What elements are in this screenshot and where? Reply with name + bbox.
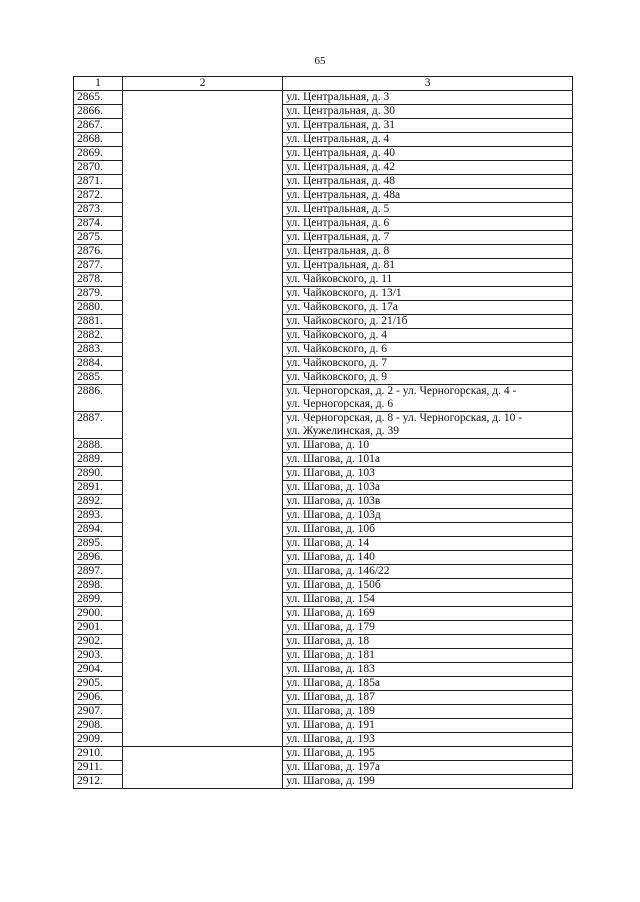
row-number: 2907. [74,705,123,719]
header-col-1: 1 [74,77,123,91]
address-cell [283,635,573,649]
address-cell [283,105,573,119]
row-number: 2879. [74,287,123,301]
row-number: 2873. [74,203,123,217]
address-line: ул. Чайковского, д. 6 [286,343,387,355]
address-line: ул. Шагова, д. 187 [286,691,375,703]
address-line: ул. Центральная, д. 8 [286,245,390,257]
address-cell [283,761,573,775]
row-number: 2911. [74,761,123,775]
address-line: ул. Шагова, д. 154 [286,593,375,605]
row-number: 2895. [74,537,123,551]
address-line: ул. Центральная, д. 31 [286,119,396,131]
address-line: ул. Чайковского, д. 21/1б [286,315,408,327]
address-cell [283,203,573,217]
address-line: ул. Чайковского, д. 7 [286,357,387,369]
address-line: ул. Черногорская, д. 6 [286,398,394,410]
row-number: 2878. [74,273,123,287]
address-cell [283,412,573,439]
address-line: ул. Шагова, д. 18 [286,635,370,647]
address-cell [283,439,573,453]
address-cell [283,523,573,537]
address-cell [283,607,573,621]
address-line: ул. Шагова, д. 181 [286,649,375,661]
address-line: ул. Шагова, д. 197а [286,761,380,773]
address-line: ул. Центральная, д. 4 [286,133,390,145]
address-line: ул. Шагова, д. 103д [286,509,381,521]
page-number: 65 [314,55,326,67]
row-number: 2876. [74,245,123,259]
row-number: 2896. [74,551,123,565]
address-line: ул. Шагова, д. 169 [286,607,375,619]
row-number: 2883. [74,343,123,357]
address-cell [283,231,573,245]
address-line: ул. Чайковского, д. 17а [286,301,398,313]
row-number: 2866. [74,105,123,119]
address-line: ул. Чайковского, д. 11 [286,273,393,285]
address-cell [283,719,573,733]
row-number: 2892. [74,495,123,509]
address-line: ул. Шагова, д. 103в [286,495,381,507]
address-cell [283,329,573,343]
address-cell [283,273,573,287]
header-col-3: 3 [283,77,573,91]
address-line: ул. Центральная, д. 42 [286,161,396,173]
address-line: ул. Шагова, д. 150б [286,579,381,591]
address-cell [283,259,573,273]
address-cell [283,385,573,412]
row-number: 2906. [74,691,123,705]
address-cell [283,747,573,761]
address-line: ул. Чайковского, д. 4 [286,329,387,341]
address-line: ул. Шагова, д. 183 [286,663,375,675]
address-line: ул. Жужелинская, д. 39 [286,425,400,437]
address-line: ул. Чайковского, д. 9 [286,371,387,383]
table-header-row [74,77,573,91]
address-table [73,76,573,789]
row-number: 2889. [74,453,123,467]
address-cell [283,509,573,523]
row-number: 2910. [74,747,123,761]
row-number: 2886. [74,385,123,412]
row-number: 2875. [74,231,123,245]
row-number: 2893. [74,509,123,523]
row-number: 2872. [74,189,123,203]
address-cell [283,621,573,635]
address-line: ул. Шагова, д. 193 [286,733,375,745]
address-cell [283,537,573,551]
address-cell [283,677,573,691]
address-cell [283,189,573,203]
row-number: 2880. [74,301,123,315]
row-number: 2912. [74,775,123,789]
row-number: 2890. [74,467,123,481]
row-number: 2888. [74,439,123,453]
merged-column-2 [122,91,282,747]
address-cell [283,481,573,495]
address-line: ул. Шагова, д. 103а [286,481,380,493]
row-number: 2869. [74,147,123,161]
address-line: ул. Центральная, д. 48 [286,175,396,187]
address-line: ул. Черногорская, д. 8 - ул. Черногорская, д. 10 - [286,412,523,424]
address-cell [283,775,573,789]
row-number: 2897. [74,565,123,579]
row-number: 2891. [74,481,123,495]
address-line: ул. Шагова, д. 179 [286,621,375,633]
address-cell [283,565,573,579]
address-cell [283,217,573,231]
address-cell [283,495,573,509]
address-line: ул. Шагова, д. 195 [286,747,375,759]
row-number: 2867. [74,119,123,133]
row-number: 2901. [74,621,123,635]
row-number: 2903. [74,649,123,663]
address-line: ул. Шагова, д. 185а [286,677,380,689]
table-row [74,747,573,761]
address-cell [283,733,573,747]
row-number: 2908. [74,719,123,733]
row-number: 2874. [74,217,123,231]
address-cell [283,467,573,481]
address-line: ул. Центральная, д. 5 [286,203,390,215]
header-col-2: 2 [122,77,282,91]
row-number: 2898. [74,579,123,593]
address-line: ул. Центральная, д. 40 [286,147,396,159]
merged-column-2 [122,747,282,789]
address-cell [283,119,573,133]
address-cell [283,175,573,189]
address-cell [283,649,573,663]
address-line: ул. Центральная, д. 81 [286,259,396,271]
row-number: 2882. [74,329,123,343]
row-number: 2905. [74,677,123,691]
address-line: ул. Центральная, д. 3 [286,91,390,103]
row-number: 2871. [74,175,123,189]
row-number: 2899. [74,593,123,607]
row-number: 2894. [74,523,123,537]
row-number: 2887. [74,412,123,439]
address-line: ул. Шагова, д. 10 [286,439,370,451]
address-line: ул. Чайковского, д. 13/1 [286,287,402,299]
address-cell [283,579,573,593]
address-cell [283,147,573,161]
address-line: ул. Черногорская, д. 2 - ул. Черногорская, д. 4 - [286,385,517,397]
row-number: 2877. [74,259,123,273]
address-line: ул. Шагова, д. 14 [286,537,370,549]
address-cell [283,91,573,105]
address-cell [283,161,573,175]
row-number: 2884. [74,357,123,371]
row-number: 2902. [74,635,123,649]
address-cell [283,301,573,315]
address-line: ул. Шагова, д. 189 [286,705,375,717]
address-cell [283,705,573,719]
row-number: 2900. [74,607,123,621]
address-line: ул. Центральная, д. 30 [286,105,396,117]
address-cell [283,453,573,467]
address-cell [283,343,573,357]
table-row [74,91,573,105]
address-cell [283,371,573,385]
address-line: ул. Шагова, д. 199 [286,775,375,787]
address-cell [283,315,573,329]
address-cell [283,593,573,607]
address-cell [283,691,573,705]
row-number: 2881. [74,315,123,329]
address-line: ул. Центральная, д. 7 [286,231,390,243]
row-number: 2885. [74,371,123,385]
address-cell [283,551,573,565]
row-number: 2870. [74,161,123,175]
row-number: 2868. [74,133,123,147]
address-line: ул. Шагова, д. 10б [286,523,375,535]
row-number: 2904. [74,663,123,677]
address-line: ул. Шагова, д. 191 [286,719,375,731]
address-cell [283,287,573,301]
address-line: ул. Шагова, д. 140 [286,551,375,563]
address-cell [283,357,573,371]
address-cell [283,245,573,259]
address-line: ул. Шагова, д. 101а [286,453,380,465]
address-line: ул. Центральная, д. 6 [286,217,390,229]
address-cell [283,133,573,147]
address-line: ул. Центральная, д. 48а [286,189,401,201]
address-cell [283,663,573,677]
row-number: 2909. [74,733,123,747]
address-line: ул. Шагова, д. 103 [286,467,375,479]
address-line: ул. Шагова, д. 146/22 [286,565,390,577]
row-number: 2865. [74,91,123,105]
